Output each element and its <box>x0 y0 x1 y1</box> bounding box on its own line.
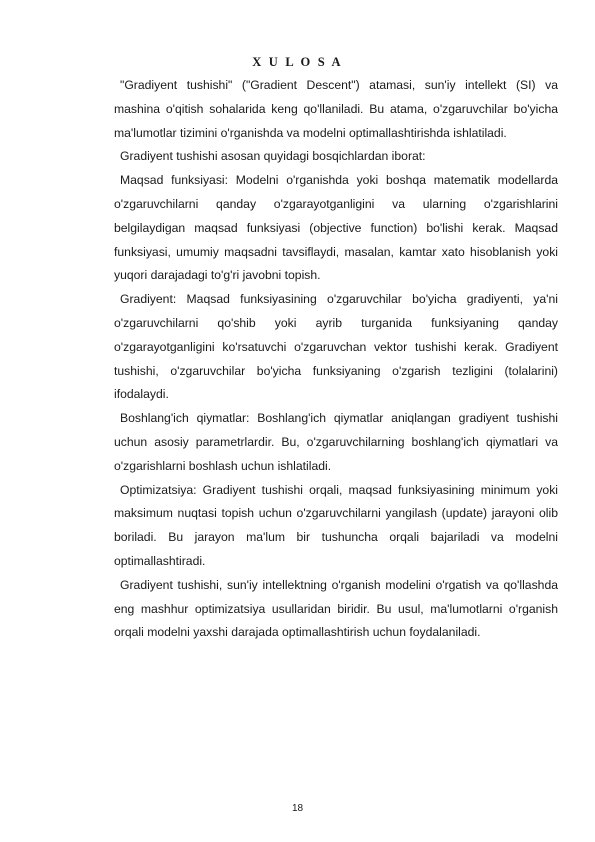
paragraph-steps-lead: Gradiyent tushishi asosan quyidagi bosqichlardan iborat: <box>120 149 426 164</box>
paragraph-optimization: Optimizatsiya: Gradiyent tushishi orqali, maqsad funksiyasining minimum yoki maksimum nuqtasi topish uchun o'zgaruvchilarni yangilash (update) jarayoni olib boriladi. Bu jarayon ma'lum bir tushuncha orqali bajariladi va modelni optimallashtiradi. <box>114 482 558 568</box>
document-body <box>114 74 558 645</box>
paragraph-conclusion: Gradiyent tushishi, sun'iy intellektning o'rganish modelini o'rgatish va qo'llashda eng mashhur optimizatsiya usullaridan biridir. Bu usul, ma'lumotlarni o'rganish orqali modelni yaxshi darajada optimallashtirish uchun foydalaniladi. <box>114 577 558 640</box>
paragraph-initial-values: Boshlang'ich qiymatlar: Boshlang'ich qiymatlar aniqlangan gradiyent tushishi uchun asosiy parametrlardir. Bu, o'zgaruvchilarning boshlang'ich qiymatlari va o'zgarishlarni boshlash uchun ishlatiladi. <box>114 411 558 473</box>
page-number: 18 <box>291 803 304 814</box>
paragraph-intro: "Gradiyent tushishi" ("Gradient Descent") atamasi, sun'iy intellekt (SI) va mashina o'qitish sohalarida keng qo'llaniladi. Bu atama, o'zgaruvchilar bo'yicha ma'lumotlar tizimini o'rganishda va modelni optimallashtirishda ishlatiladi. <box>114 78 558 140</box>
paragraph-objective-function: Maqsad funksiyasi: Modelni o'rganishda yoki boshqa matematik modellarda o'zgaruvchilarni qanday o'zgarayotganligini va ularning o'zgarishlarini belgilaydigan maqsad funksiyasi (objective function) bo'lishi kerak. Maqsad funksiyasi, umumiy maqsadni tavsiflaydi, masalan, kamtar xato hisoblanish yoki yuqori darajadagi to'g'ri javobni topish. <box>114 173 558 283</box>
page-title: X U L O S A <box>252 55 343 69</box>
paragraph-gradient: Gradiyent: Maqsad funksiyasining o'zgaruvchilar bo'yicha gradiyenti, ya'ni o'zgaruvchilarni qo'shib yoki ayrib turganida funksiyaning qanday o'zgarayotganligini ko'rsatuvchi o'zgaruvchan vektor tushishi kerak. Gradiyent tushishi, o'zgaruvchilar bo'yicha funksiyaning o'zgarish tezligini (tolalarini) ifodalaydi. <box>114 292 558 402</box>
